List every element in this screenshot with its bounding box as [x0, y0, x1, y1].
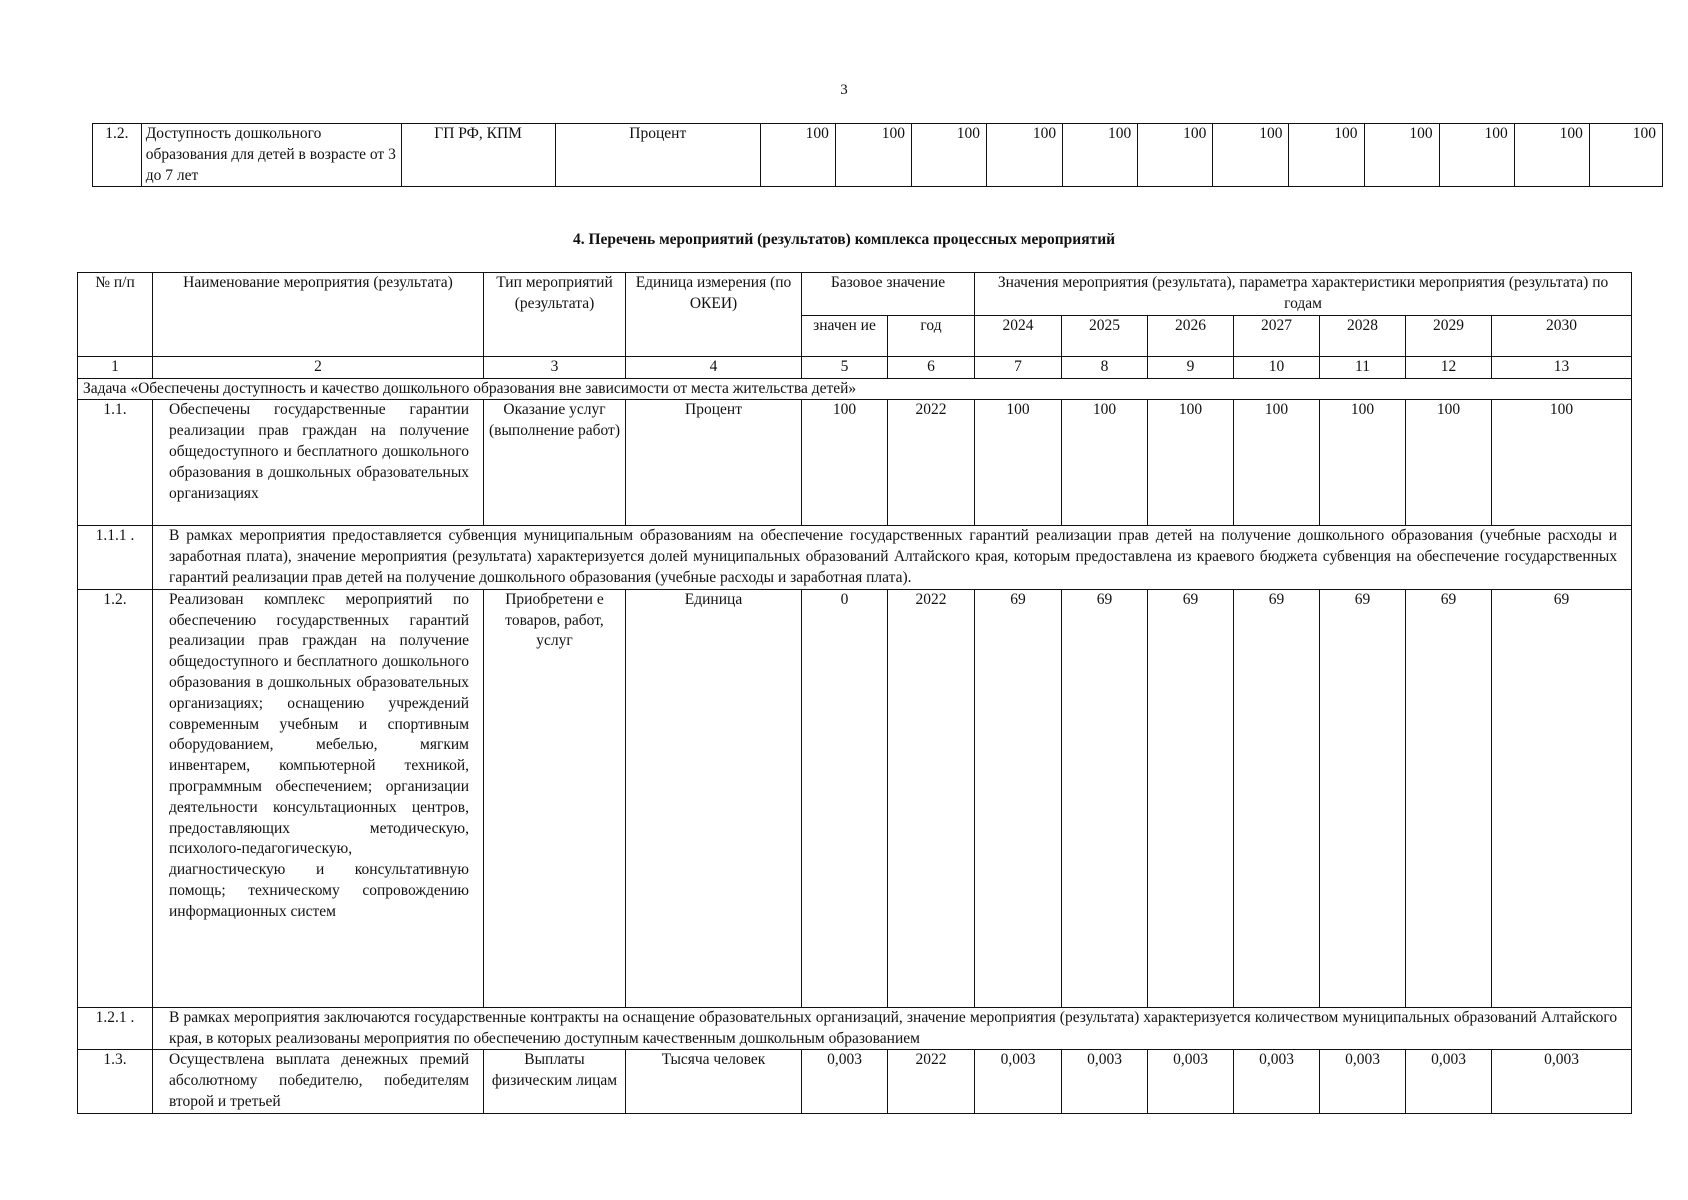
note-text: В рамках мероприятия предоставляется субвенция муниципальным образованиям на обеспечение государственных гарантий реализации прав детей на получение дошкольного образования (учебные расходы и заработная плата), значение мероприятия (результата) характеризуется долей муниципальных образований Алтайского края, которым предоставлена из краевого бюджета субвенция на обеспечение государственных гарантий реализации прав детей на получение дошкольного образования (учебные расходы и заработная плата). — [153, 526, 1632, 589]
header-base-value: значен ие — [802, 315, 888, 356]
column-number: 9 — [1148, 356, 1234, 378]
header-year: 2026 — [1148, 315, 1234, 356]
note-text: В рамках мероприятия заключаются государственные контракты на оснащение образовательных организаций, значение мероприятия (результата) характеризуется количеством муниципальных образований Алтайского края, в которых реализованы мероприятия по обеспечению доступным качественным дошкольным образованием — [153, 1007, 1632, 1050]
header-years-title: Значения мероприятия (результата), параметра характеристики мероприятия (результата) по годам — [975, 273, 1632, 316]
section-title: 4. Перечень мероприятий (результатов) комплекса процессных мероприятий — [572, 231, 1116, 248]
value-cell: 100 — [1439, 124, 1514, 187]
note-number: 1.1.1 . — [78, 526, 153, 589]
indicator-source: ГП РФ, КПМ — [401, 124, 555, 187]
base-value: 0 — [802, 589, 888, 1007]
base-year: 2022 — [888, 1050, 975, 1113]
header-name: Наименование мероприятия (результата) — [153, 273, 484, 357]
header-year: 2024 — [975, 315, 1062, 356]
year-value: 0,003 — [1320, 1050, 1406, 1113]
header-base: Базовое значение — [802, 273, 975, 316]
base-value: 100 — [802, 400, 888, 526]
column-number: 3 — [484, 356, 626, 378]
header-year: 2029 — [1406, 315, 1492, 356]
value-cell: 100 — [1213, 124, 1289, 187]
year-value: 0,003 — [975, 1050, 1062, 1113]
year-value: 0,003 — [1492, 1050, 1632, 1113]
year-value: 100 — [1148, 400, 1234, 526]
activity-type: Приобретени е товаров, работ, услуг — [484, 589, 626, 1007]
value-cell: 100 — [1063, 124, 1138, 187]
activity-name: Осуществлена выплата денежных премий абсолютному победителю, победителям второй и третьей — [153, 1050, 484, 1113]
task-title: Задача «Обеспечены доступность и качество дошкольного образования вне зависимости от места жительства детей» — [78, 378, 1632, 400]
column-number: 12 — [1406, 356, 1492, 378]
header-type: Тип мероприятий (результата) — [484, 273, 626, 357]
header-row — [78, 273, 1632, 316]
value-cell: 100 — [1589, 124, 1662, 187]
activity-unit: Тысяча человек — [626, 1050, 802, 1113]
header-unit: Единица измерения (по ОКЕИ) — [626, 273, 802, 357]
value-cell: 100 — [1138, 124, 1213, 187]
year-value: 100 — [1406, 400, 1492, 526]
base-year: 2022 — [888, 589, 975, 1007]
column-number: 2 — [153, 356, 484, 378]
header-number: № п/п — [78, 273, 153, 357]
year-value: 100 — [975, 400, 1062, 526]
year-value: 0,003 — [1062, 1050, 1148, 1113]
activity-name: Обеспечены государственные гарантии реализации прав граждан на получение общедоступного и бесплатного дошкольного образования в дошкольных образовательных организациях — [153, 400, 484, 526]
header-base-year: год — [888, 315, 975, 356]
year-value: 69 — [1148, 589, 1234, 1007]
activity-unit: Процент — [626, 400, 802, 526]
header-year: 2025 — [1062, 315, 1148, 356]
column-number: 5 — [802, 356, 888, 378]
row-number: 1.1. — [78, 400, 153, 526]
column-number: 11 — [1320, 356, 1406, 378]
value-cell: 100 — [835, 124, 911, 187]
indicator-unit: Процент — [555, 124, 760, 187]
note-row — [78, 526, 1632, 589]
activity-name: Реализован комплекс мероприятий по обеспечению государственных гарантий реализации прав граждан на получение общедоступного и бесплатного дошкольного образования в дошкольных образовательных организациях; оснащению учреждений современным учебным и спортивным оборудованием, мебелью, мягким инвентарем, компьютерной техникой, программным обеспечением; организации деятельности консультационных центров, предоставляющих методическую, психолого-педагогическую, диагностическую и консультативную помощь; техническому сопровождению информационных систем — [153, 589, 484, 1007]
value-cell: 100 — [1289, 124, 1364, 187]
task-row — [78, 378, 1632, 400]
column-number: 1 — [78, 356, 153, 378]
table-row — [93, 124, 1663, 187]
table-row — [78, 1050, 1632, 1113]
column-number: 10 — [1234, 356, 1320, 378]
page-number: 3 — [840, 82, 848, 98]
header-year: 2028 — [1320, 315, 1406, 356]
year-value: 69 — [1320, 589, 1406, 1007]
year-value: 0,003 — [1234, 1050, 1320, 1113]
year-value: 69 — [975, 589, 1062, 1007]
table-row — [78, 400, 1632, 526]
activity-type: Выплаты физическим лицам — [484, 1050, 626, 1113]
row-number: 1.2. — [78, 589, 153, 1007]
row-number: 1.2. — [93, 124, 142, 187]
column-number: 6 — [888, 356, 975, 378]
activities-table — [77, 272, 1632, 1114]
year-value: 100 — [1320, 400, 1406, 526]
year-value: 100 — [1062, 400, 1148, 526]
indicator-table-continuation — [92, 123, 1663, 187]
year-value: 0,003 — [1148, 1050, 1234, 1113]
year-value: 0,003 — [1406, 1050, 1492, 1113]
table-row — [78, 589, 1632, 1007]
column-number: 13 — [1492, 356, 1632, 378]
column-number: 8 — [1062, 356, 1148, 378]
value-cell: 100 — [1514, 124, 1589, 187]
note-row — [78, 1007, 1632, 1050]
value-cell: 100 — [987, 124, 1063, 187]
activity-unit: Единица — [626, 589, 802, 1007]
year-value: 100 — [1234, 400, 1320, 526]
year-value: 69 — [1406, 589, 1492, 1007]
row-number: 1.3. — [78, 1050, 153, 1113]
column-numbers-row — [78, 356, 1632, 378]
year-value: 69 — [1492, 589, 1632, 1007]
value-cell: 100 — [1364, 124, 1439, 187]
year-value: 69 — [1062, 589, 1148, 1007]
activity-type: Оказание услуг (выполнение работ) — [484, 400, 626, 526]
note-number: 1.2.1 . — [78, 1007, 153, 1050]
year-value: 100 — [1492, 400, 1632, 526]
base-value: 0,003 — [802, 1050, 888, 1113]
header-year: 2030 — [1492, 315, 1632, 356]
column-number: 4 — [626, 356, 802, 378]
year-value: 69 — [1234, 589, 1320, 1007]
indicator-name: Доступность дошкольного образования для детей в возрасте от 3 до 7 лет — [141, 124, 401, 187]
column-number: 7 — [975, 356, 1062, 378]
base-year: 2022 — [888, 400, 975, 526]
value-cell: 100 — [911, 124, 986, 187]
header-year: 2027 — [1234, 315, 1320, 356]
value-cell: 100 — [760, 124, 835, 187]
